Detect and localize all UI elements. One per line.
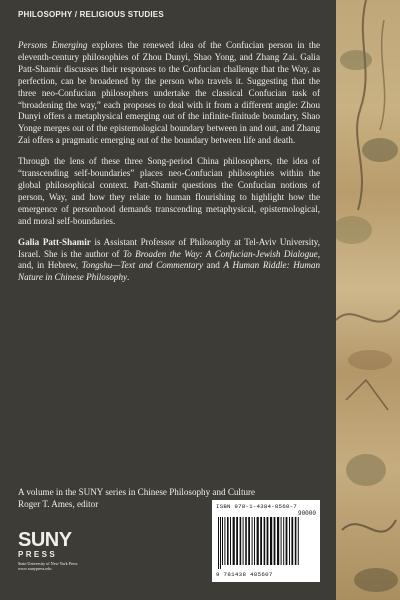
description-paragraph-2: Through the lens of these three Song-period China philosophers, the idea of “transcending self-boundaries” places neo-Confucian philosophies within the global philosophical context. Patt-Shamir questions the Confucian notions of person, Way, and how they relate to human flourishing to highlight how the emergence of personhood demands transcending metaphysical, epistemological, and moral self-boundaries. (18, 156, 320, 226)
price-code: 90000 (297, 510, 316, 517)
bio-text-1: is Assistant Professor of Philosophy at Tel-Aviv University, Israel. She is the author of (18, 236, 320, 259)
barcode-digits: 9 781438 485607 (216, 571, 273, 578)
bio-text-4: . (127, 272, 130, 283)
subject-category: PHILOSOPHY / RELIGIOUS STUDIES (18, 10, 164, 19)
cover-art-strip (336, 0, 400, 600)
bio-book-1: To Broaden the Way: A Confucian-Jewish Dialogue (122, 248, 318, 259)
publisher-url: www.sunypress.edu (18, 566, 52, 571)
publisher-wordmark: SUNY (18, 529, 72, 551)
description-paragraph-1 (18, 40, 320, 147)
barcode-bars (216, 517, 316, 569)
bio-text-3: and (203, 260, 224, 271)
author-bio (18, 237, 320, 285)
isbn-text: ISBN 978-1-4384-8560-7 (216, 503, 297, 510)
publisher-press: PRESS (18, 550, 58, 559)
author-name: Galia Patt-Shamir (18, 236, 91, 247)
book-title: Persons Emerging (18, 40, 88, 50)
painting-image (336, 0, 400, 600)
isbn-barcode (212, 500, 320, 582)
series-line: A volume in the SUNY series in Chinese Philosophy and Culture (18, 487, 256, 497)
publisher-logo (18, 530, 108, 571)
series-editor: Roger T. Ames, editor (18, 498, 99, 509)
publisher-name: State University of New York Press (18, 561, 78, 566)
bio-book-3: A Human Riddle: Human Nature in Chinese Philosophy (18, 260, 320, 283)
description-body (18, 40, 320, 293)
bio-book-2: Tongshu—Text and Commentary (81, 260, 204, 271)
bio-text-2: , and, in Hebrew, (18, 248, 321, 271)
description-text-1: explores the renewed idea of the Confucian person in the eleventh-century philosophies of Zhou Dunyi, Shao Yong, and Zhang Zai. Galia Patt-Shamir discusses their responses to the Confucian challenge that the Way, as perfection, can be broadened by the person who travels it. Suggesting that the three neo-Confucian philosophers undertake the classical Confucian task of “broadening the way,” each proposes to deal with it from a different angle: Zhou Dunyi offers a metaphysical emerging out of the infinite-finitude boundary, Shao Yonge merges out of the epistemological boundary between in and out, and Zhang Zai offers a pragmatic emerging out of the boundary between life and death. (18, 40, 320, 146)
